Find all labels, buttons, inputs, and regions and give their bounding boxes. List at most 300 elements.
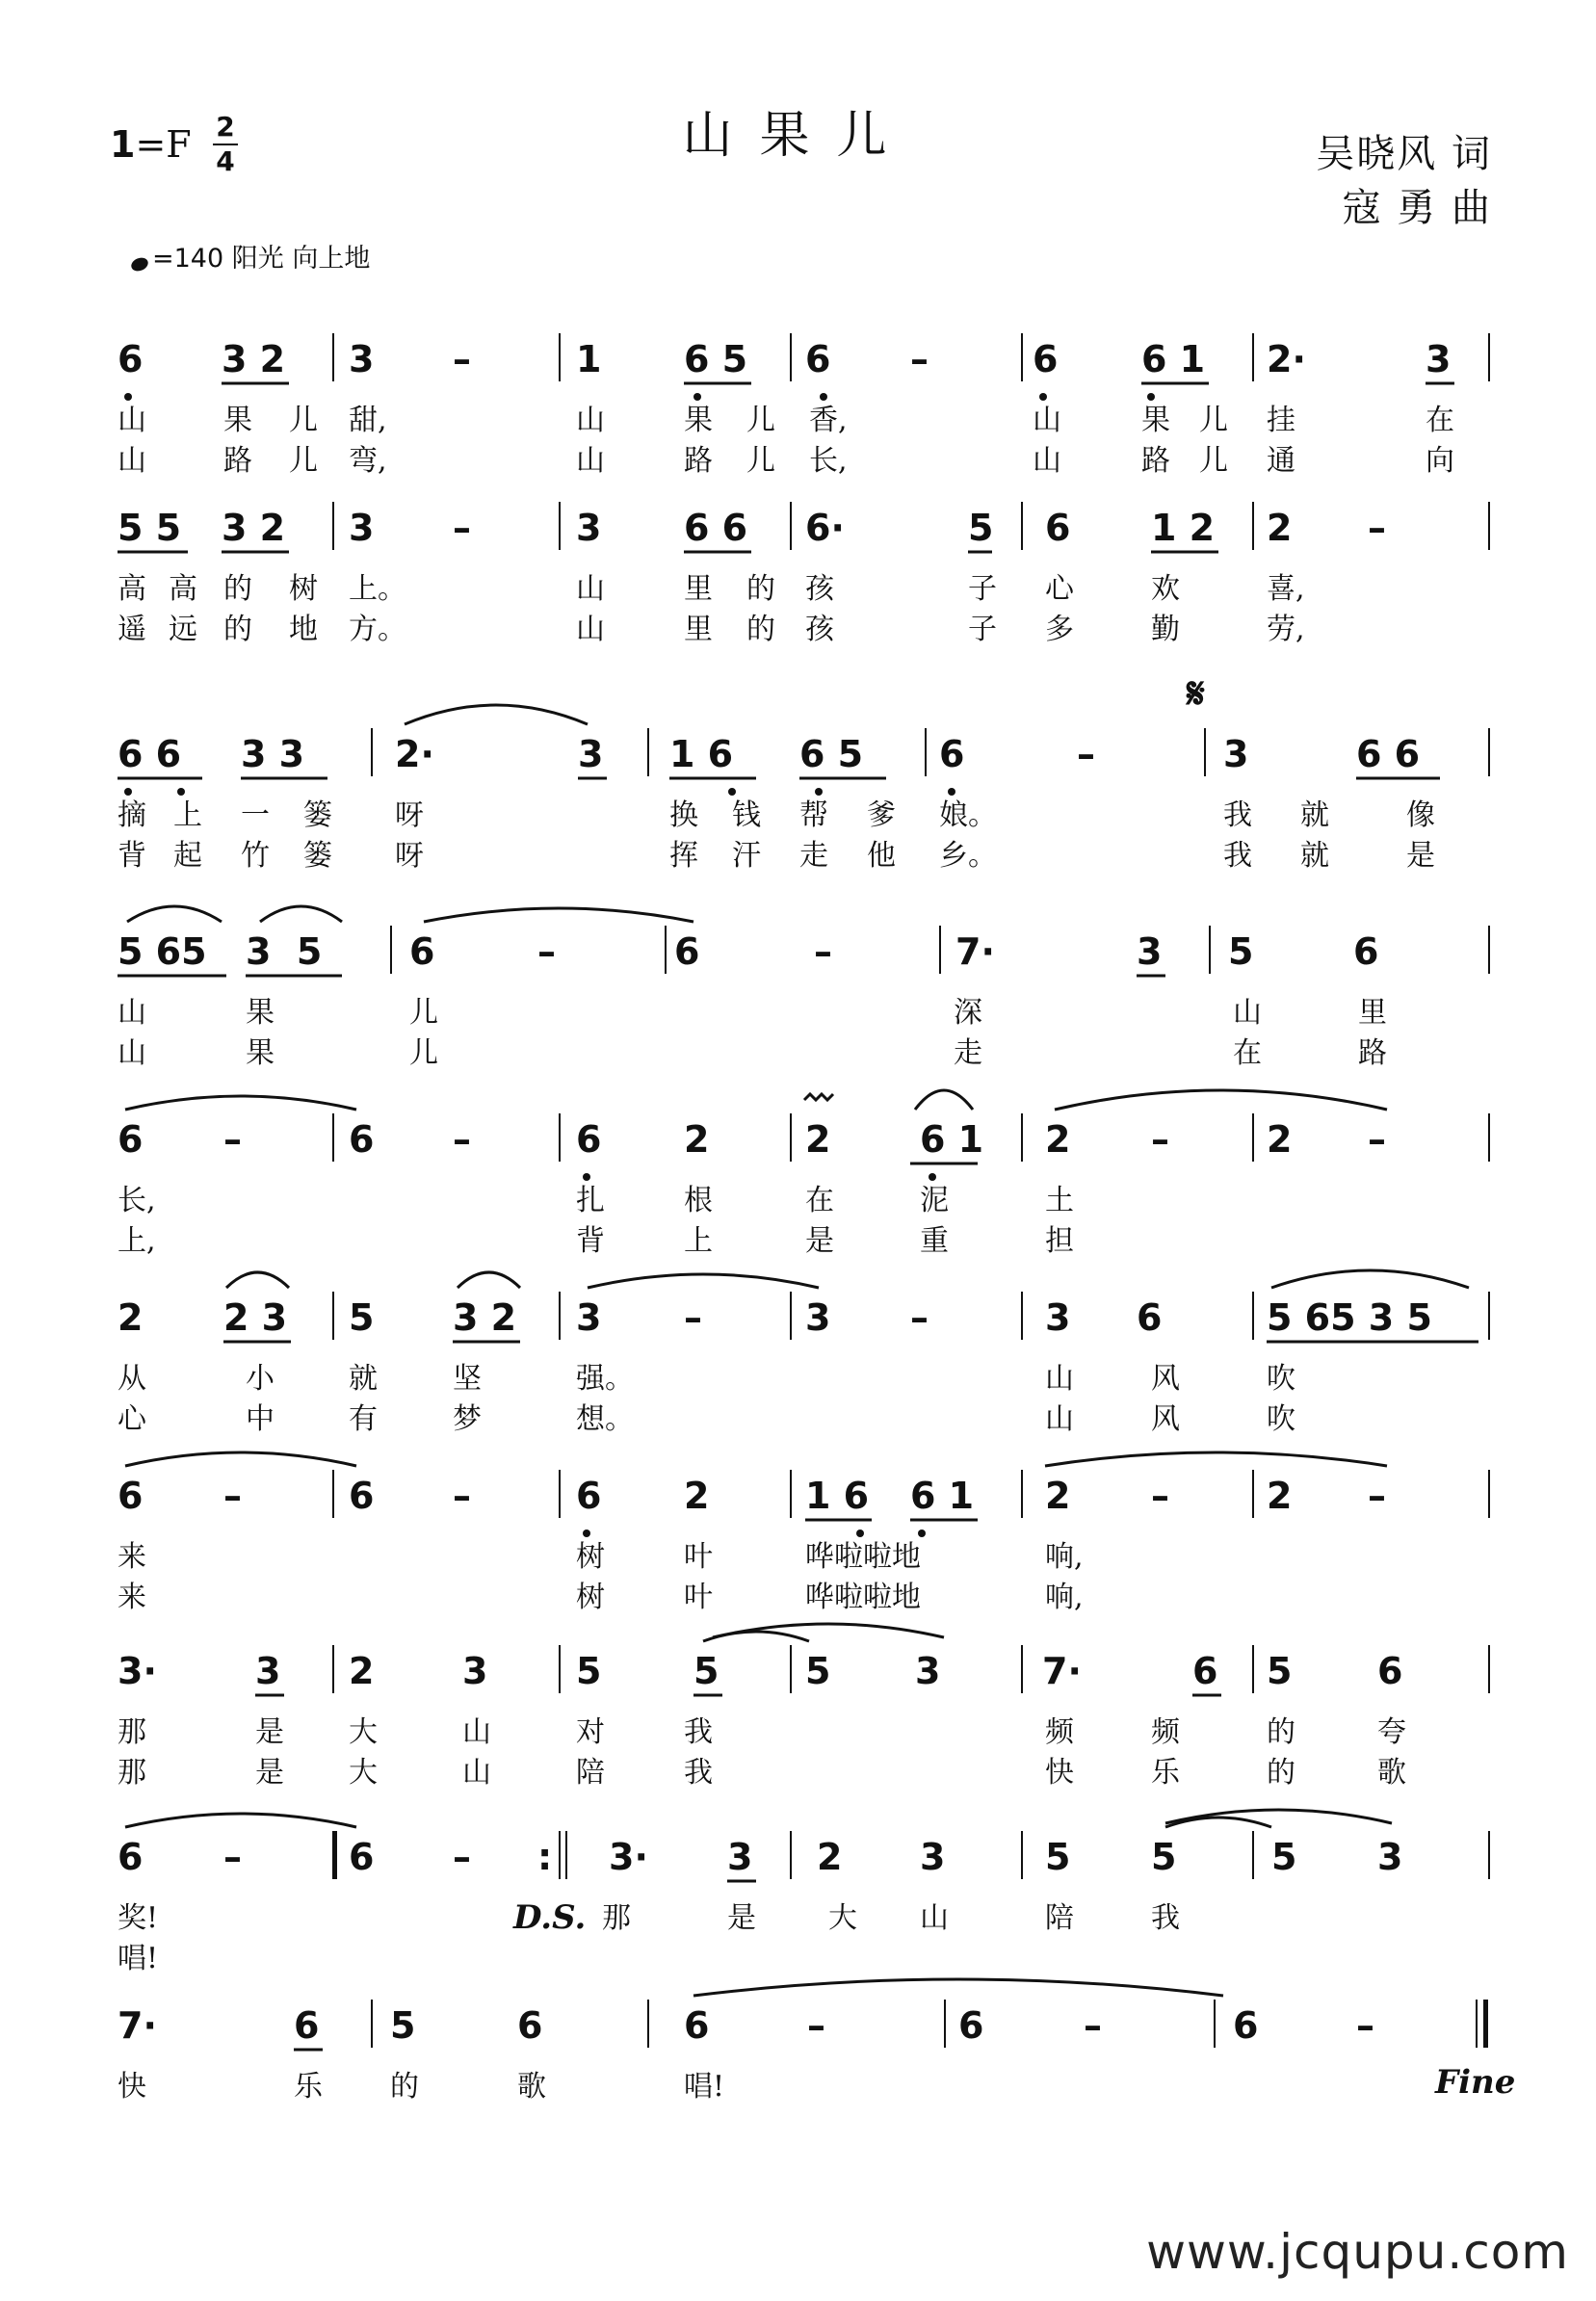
note: 5: [805, 1650, 831, 1692]
lyric-syllable: 欢: [1151, 572, 1180, 606]
lyric-syllable: 是: [727, 1901, 756, 1935]
slur-arc: [226, 1272, 289, 1288]
lyric-syllable: 路: [1358, 1036, 1387, 1070]
lyric-syllable: 小: [246, 1362, 275, 1396]
lyric-syllable: 就: [349, 1362, 378, 1396]
note: –: [684, 1296, 702, 1339]
note: 6: [409, 930, 435, 973]
note: 6: [1192, 1650, 1218, 1692]
note: 3: [1137, 930, 1163, 973]
lyric-syllable: 香,: [809, 404, 848, 437]
lyric-syllable: 挥: [669, 839, 698, 873]
note: 1 6: [805, 1475, 870, 1517]
lyric-syllable: 儿: [746, 404, 775, 437]
time-signature-top: 2: [216, 111, 235, 143]
note: 1 6: [669, 733, 734, 775]
octave-dot: [820, 393, 827, 401]
note: –: [1368, 1118, 1386, 1161]
octave-dot: [583, 1530, 590, 1537]
note: –: [1356, 2004, 1374, 2047]
lyric-syllable: 树: [576, 1540, 605, 1574]
note: –: [453, 1475, 471, 1517]
lyric-syllable: 地: [289, 613, 318, 646]
note: –: [1084, 2004, 1102, 2047]
slur-arc: [1055, 1090, 1387, 1110]
lyric-syllable: 是: [255, 1756, 284, 1790]
lyric-syllable: 心: [118, 1402, 146, 1436]
lyric-syllable: 歌: [1377, 1756, 1406, 1790]
lyric-syllable: 的: [746, 572, 775, 606]
note: 2: [817, 1836, 843, 1878]
note: 3: [1223, 733, 1249, 775]
slur-arc: [260, 906, 342, 922]
note: 2: [349, 1650, 375, 1692]
slur-arc: [588, 1274, 819, 1288]
lyric-syllable: 喜,: [1267, 572, 1305, 606]
octave-dot: [728, 788, 736, 796]
lyric-syllable: 弯,: [349, 444, 387, 478]
note: 3·: [609, 1836, 648, 1878]
note: 6: [1377, 1650, 1403, 1692]
lyric-syllable: 哗啦啦地: [805, 1581, 921, 1614]
lyric-syllable: 风: [1151, 1402, 1180, 1436]
lyric-syllable: 像: [1406, 798, 1435, 832]
lyric-syllable: 心: [1045, 572, 1074, 606]
octave-dot: [124, 393, 132, 401]
lyric-syllable: 他: [867, 839, 896, 873]
lyric-syllable: 一: [241, 798, 270, 832]
lyric-syllable: 山: [576, 613, 605, 646]
lyric-syllable: 快: [118, 2070, 146, 2104]
lyric-syllable: 高: [118, 572, 146, 606]
slur-arc: [1165, 1810, 1392, 1823]
lyric-syllable: 就: [1300, 798, 1329, 832]
note: 6 1: [920, 1118, 984, 1161]
note: 3: [727, 1836, 753, 1878]
slur-arc: [424, 908, 693, 922]
note: 6: [939, 733, 965, 775]
note: 6: [517, 2004, 543, 2047]
lyric-syllable: 中: [246, 1402, 275, 1436]
composer-credit: 寇 勇 曲: [1342, 186, 1492, 230]
lyric-syllable: 泥: [920, 1184, 949, 1217]
lyric-syllable: 果: [1141, 404, 1170, 437]
note: 6: [805, 338, 831, 380]
lyric-syllable: 叶: [684, 1540, 713, 1574]
note: 3: [1045, 1296, 1071, 1339]
note: –: [807, 2004, 825, 2047]
note: 6: [1033, 338, 1059, 380]
note: –: [1077, 733, 1095, 775]
note: 5: [576, 1650, 602, 1692]
lyric-syllable: 钱: [732, 798, 761, 832]
lyric-syllable: 山: [1033, 404, 1061, 437]
octave-dot: [929, 1173, 936, 1181]
lyric-syllable: 上。: [349, 572, 406, 606]
lyric-syllable: 子: [968, 572, 997, 606]
lyric-syllable: 在: [1233, 1036, 1262, 1070]
lyric-syllable: 的: [1267, 1715, 1295, 1749]
note: 5: [349, 1296, 375, 1339]
mordent-icon: [804, 1094, 833, 1100]
note: –: [910, 1296, 929, 1339]
lyric-syllable: 向: [1426, 444, 1454, 478]
lyric-syllable: 乡。: [939, 839, 997, 873]
segno-icon: 𝄋: [1187, 669, 1205, 719]
lyric-syllable: 路: [684, 444, 713, 478]
note: 6: [118, 1118, 144, 1161]
note: 3: [576, 1296, 602, 1339]
lyric-syllable: 背: [118, 839, 146, 873]
lyric-syllable: 对: [576, 1715, 605, 1749]
slur-arc: [125, 1452, 356, 1466]
note: 6: [576, 1475, 602, 1517]
note: 6 1: [1141, 338, 1206, 380]
lyric-syllable: 大: [349, 1715, 378, 1749]
note: 6: [958, 2004, 984, 2047]
lyric-syllable: 远: [169, 613, 197, 646]
lyric-syllable: 长,: [118, 1184, 156, 1217]
lyric-syllable: 路: [1141, 444, 1170, 478]
note: –: [223, 1836, 242, 1878]
lyric-syllable: 山: [576, 572, 605, 606]
lyric-syllable: 儿: [1199, 444, 1228, 478]
lyric-syllable: 在: [805, 1184, 834, 1217]
lyric-syllable: 高: [169, 572, 197, 606]
lyric-syllable: 吹: [1267, 1362, 1295, 1396]
note: 3: [576, 507, 602, 549]
lyric-syllable: 方。: [349, 613, 406, 646]
lyric-syllable: 篓: [303, 839, 332, 873]
lyric-syllable: 我: [684, 1715, 713, 1749]
note: 3: [805, 1296, 831, 1339]
note: –: [1151, 1475, 1169, 1517]
slur-arc: [405, 705, 588, 724]
slur-arc: [1271, 1270, 1469, 1288]
lyric-syllable: 儿: [409, 996, 438, 1030]
octave-dot: [177, 788, 185, 796]
lyric-syllable: 根: [684, 1184, 713, 1217]
note: 5 65: [118, 930, 207, 973]
note: –: [814, 930, 832, 973]
lyric-syllable: 走: [954, 1036, 982, 1070]
lyric-syllable: 长,: [809, 444, 848, 478]
lyric-syllable: 孩: [805, 572, 834, 606]
lyric-syllable: 遥: [118, 613, 146, 646]
note: 2: [118, 1296, 144, 1339]
note: 3 3: [241, 733, 305, 775]
lyric-syllable: 风: [1151, 1362, 1180, 1396]
lyric-syllable: 想。: [576, 1402, 634, 1436]
lyric-syllable: 山: [1045, 1362, 1074, 1396]
lyric-syllable: 响,: [1045, 1540, 1084, 1574]
lyric-syllable: 夸: [1377, 1715, 1406, 1749]
lyric-syllable: 山: [1045, 1402, 1074, 1436]
lyric-syllable: 我: [1223, 798, 1252, 832]
page-title: 山果儿: [682, 107, 914, 165]
lyric-syllable: 陪: [576, 1756, 605, 1790]
note: –: [453, 338, 471, 380]
note: 2·: [1267, 338, 1306, 380]
octave-dot: [583, 1173, 590, 1181]
octave-dot: [1039, 393, 1047, 401]
note: 7·: [955, 930, 995, 973]
lyric-syllable: 有: [349, 1402, 378, 1436]
note: 3 2: [222, 338, 286, 380]
lyric-syllable: 山: [118, 996, 146, 1030]
lyric-syllable: 那: [118, 1715, 146, 1749]
lyric-syllable: 帮: [799, 798, 828, 832]
note: 6: [674, 930, 700, 973]
note: 5 65 3 5: [1267, 1296, 1432, 1339]
lyric-syllable: 树: [576, 1581, 605, 1614]
lyric-syllable: 果: [223, 404, 252, 437]
note: –: [1368, 507, 1386, 549]
note: 3 2: [222, 507, 286, 549]
note: 6: [118, 1475, 144, 1517]
lyric-syllable: 汗: [732, 839, 761, 873]
lyric-syllable: 山: [1233, 996, 1262, 1030]
octave-dot: [693, 393, 701, 401]
note: 2·: [395, 733, 434, 775]
note: 2: [684, 1118, 710, 1161]
note: –: [1151, 1118, 1169, 1161]
lyric-syllable: 果: [684, 404, 713, 437]
lyric-syllable: 果: [246, 1036, 275, 1070]
note: 2: [1267, 1475, 1293, 1517]
lyric-syllable: 走: [799, 839, 828, 873]
lyric-syllable: 儿: [1199, 404, 1228, 437]
lyric-syllable: 响,: [1045, 1581, 1084, 1614]
note: 6 5: [799, 733, 864, 775]
lyric-syllable: 勤: [1151, 613, 1180, 646]
lyric-syllable: 甜,: [349, 404, 387, 437]
note: –: [453, 1836, 471, 1878]
note: 2: [684, 1475, 710, 1517]
lyric-syllable: 坚: [453, 1362, 482, 1396]
lyric-syllable: 山: [1033, 444, 1061, 478]
lyric-syllable: 强。: [576, 1362, 634, 1396]
lyric-syllable: 陪: [1045, 1901, 1074, 1935]
slur-arc: [693, 1979, 1223, 1996]
octave-dot: [124, 788, 132, 796]
note: 3: [462, 1650, 488, 1692]
lyric-syllable: 乐: [1151, 1756, 1180, 1790]
note: 6 6: [118, 733, 182, 775]
note: 7·: [1042, 1650, 1082, 1692]
lyric-syllable: 的: [223, 572, 252, 606]
note: 6: [349, 1836, 375, 1878]
lyric-syllable: 里: [684, 572, 713, 606]
note: 2: [805, 1118, 831, 1161]
lyric-syllable: 来: [118, 1540, 146, 1574]
note: 6: [294, 2004, 320, 2047]
slur-arc: [713, 1624, 944, 1637]
lyric-syllable: 路: [223, 444, 252, 478]
lyric-syllable: 劳,: [1267, 613, 1305, 646]
lyric-syllable: 快: [1045, 1756, 1074, 1790]
note: 5 5: [118, 507, 182, 549]
lyric-syllable: 竹: [241, 839, 270, 873]
lyric-syllable: 篓: [303, 798, 332, 832]
note: 3 5: [246, 930, 323, 973]
lyric-syllable: 是: [1406, 839, 1435, 873]
note: 2: [1267, 507, 1293, 549]
note: 6: [349, 1118, 375, 1161]
note: 6 1: [910, 1475, 975, 1517]
note: 2: [1045, 1118, 1071, 1161]
slur-arc: [915, 1090, 973, 1110]
note: –: [537, 930, 556, 973]
lyric-syllable: 通: [1267, 444, 1295, 478]
repeat-dots: :: [537, 1836, 553, 1878]
key-equals: =F: [135, 123, 192, 166]
lyric-syllable: 多: [1045, 613, 1074, 646]
lyric-syllable: 山: [118, 1036, 146, 1070]
note: 5: [1228, 930, 1254, 973]
note: 6 5: [684, 338, 748, 380]
lyric-syllable: 的: [223, 613, 252, 646]
note: 2 3: [223, 1296, 288, 1339]
time-signature-bottom: 4: [216, 145, 235, 177]
lyric-syllable: 歌: [517, 2070, 546, 2104]
lyric-syllable: 我: [1151, 1901, 1180, 1935]
lyric-syllable: 重: [920, 1224, 949, 1258]
note: 6·: [805, 507, 845, 549]
lyric-syllable: 大: [349, 1756, 378, 1790]
note: 6: [118, 338, 144, 380]
note: 3: [578, 733, 604, 775]
lyric-syllable: 的: [390, 2070, 419, 2104]
lyricist-credit: 吴晓风 词: [1316, 132, 1492, 176]
note: 6: [1137, 1296, 1163, 1339]
lyric-syllable: 里: [684, 613, 713, 646]
lyric-syllable: 梦: [453, 1402, 482, 1436]
note: 6: [1353, 930, 1379, 973]
note: 6: [1233, 2004, 1259, 2047]
note: 3 2: [453, 1296, 517, 1339]
lyric-syllable: 唱!: [118, 1942, 159, 1975]
lyric-syllable: 山: [118, 444, 146, 478]
note: 3: [1426, 338, 1452, 380]
dal-segno-mark: D.S.: [513, 1898, 587, 1937]
note: 5: [1267, 1650, 1293, 1692]
note: 5: [968, 507, 994, 549]
lyric-syllable: 的: [746, 613, 775, 646]
lyric-syllable: 上: [173, 798, 202, 832]
note: 3: [1377, 1836, 1403, 1878]
lyric-syllable: 山: [462, 1756, 491, 1790]
slur-arc: [127, 906, 222, 922]
note: 5: [1271, 1836, 1297, 1878]
watermark: www.jcqupu.com: [1146, 2224, 1569, 2280]
lyric-syllable: 子: [968, 613, 997, 646]
lyric-syllable: 儿: [289, 444, 318, 478]
note: 3·: [118, 1650, 157, 1692]
note: 3: [255, 1650, 281, 1692]
slur-arc: [125, 1814, 356, 1827]
lyric-syllable: 挂: [1267, 404, 1295, 437]
note: 6: [1045, 507, 1071, 549]
lyric-syllable: 是: [255, 1715, 284, 1749]
lyric-syllable: 山: [576, 404, 605, 437]
lyric-syllable: 孩: [805, 613, 834, 646]
lyric-syllable: 里: [1358, 996, 1387, 1030]
note: 7·: [118, 2004, 157, 2047]
note: –: [453, 507, 471, 549]
lyric-syllable: 深: [954, 996, 982, 1030]
note: –: [1368, 1475, 1386, 1517]
note: 1 2: [1151, 507, 1216, 549]
lyric-syllable: 果: [246, 996, 275, 1030]
lyric-syllable: 的: [1267, 1756, 1295, 1790]
octave-dot: [948, 788, 955, 796]
lyric-syllable: 呀: [395, 839, 424, 873]
lyric-syllable: 我: [684, 1756, 713, 1790]
lyric-syllable: 担: [1045, 1224, 1074, 1258]
note: 5: [693, 1650, 720, 1692]
lyric-syllable: 换: [669, 798, 698, 832]
lyric-syllable: 山: [576, 444, 605, 478]
note: 2: [1045, 1475, 1071, 1517]
lyric-syllable: 那: [602, 1901, 631, 1935]
lyric-syllable: 叶: [684, 1581, 713, 1614]
lyric-syllable: 娘。: [939, 798, 997, 832]
note: 5: [1045, 1836, 1071, 1878]
octave-dot: [918, 1530, 926, 1537]
note: 1: [576, 338, 602, 380]
lyric-syllable: 频: [1045, 1715, 1074, 1749]
lyric-syllable: 唱!: [684, 2070, 725, 2104]
lyric-syllable: 儿: [409, 1036, 438, 1070]
note: –: [223, 1118, 242, 1161]
lyric-syllable: 奖!: [118, 1901, 159, 1935]
octave-dot: [815, 788, 823, 796]
note: 3: [920, 1836, 946, 1878]
slur-arc: [125, 1096, 356, 1110]
note: 6: [684, 2004, 710, 2047]
slur-arc: [1045, 1452, 1387, 1466]
note: –: [910, 338, 929, 380]
lyric-syllable: 山: [462, 1715, 491, 1749]
lyric-syllable: 上: [684, 1224, 713, 1258]
note: 3: [915, 1650, 941, 1692]
lyric-syllable: 在: [1426, 404, 1454, 437]
lyric-syllable: 我: [1223, 839, 1252, 873]
slur-arc: [458, 1272, 520, 1288]
lyric-syllable: 乐: [294, 2070, 323, 2104]
lyric-syllable: 扎: [576, 1184, 605, 1217]
note: 6 6: [684, 507, 748, 549]
note: 6: [118, 1836, 144, 1878]
note: –: [223, 1475, 242, 1517]
lyric-syllable: 从: [118, 1362, 146, 1396]
note: 3: [349, 507, 375, 549]
note: 6 6: [1356, 733, 1421, 775]
octave-dot: [856, 1530, 864, 1537]
lyric-syllable: 吹: [1267, 1402, 1295, 1436]
lyric-syllable: 摘: [118, 798, 146, 832]
note: 6: [349, 1475, 375, 1517]
lyric-syllable: 就: [1300, 839, 1329, 873]
note: 3: [349, 338, 375, 380]
lyric-syllable: 树: [289, 572, 318, 606]
key-tonic: 1: [110, 123, 136, 166]
tempo-text: =140 阳光 向上地: [152, 244, 371, 274]
lyric-syllable: 哗啦啦地: [805, 1540, 921, 1574]
note: –: [453, 1118, 471, 1161]
lyric-syllable: 背: [576, 1224, 605, 1258]
